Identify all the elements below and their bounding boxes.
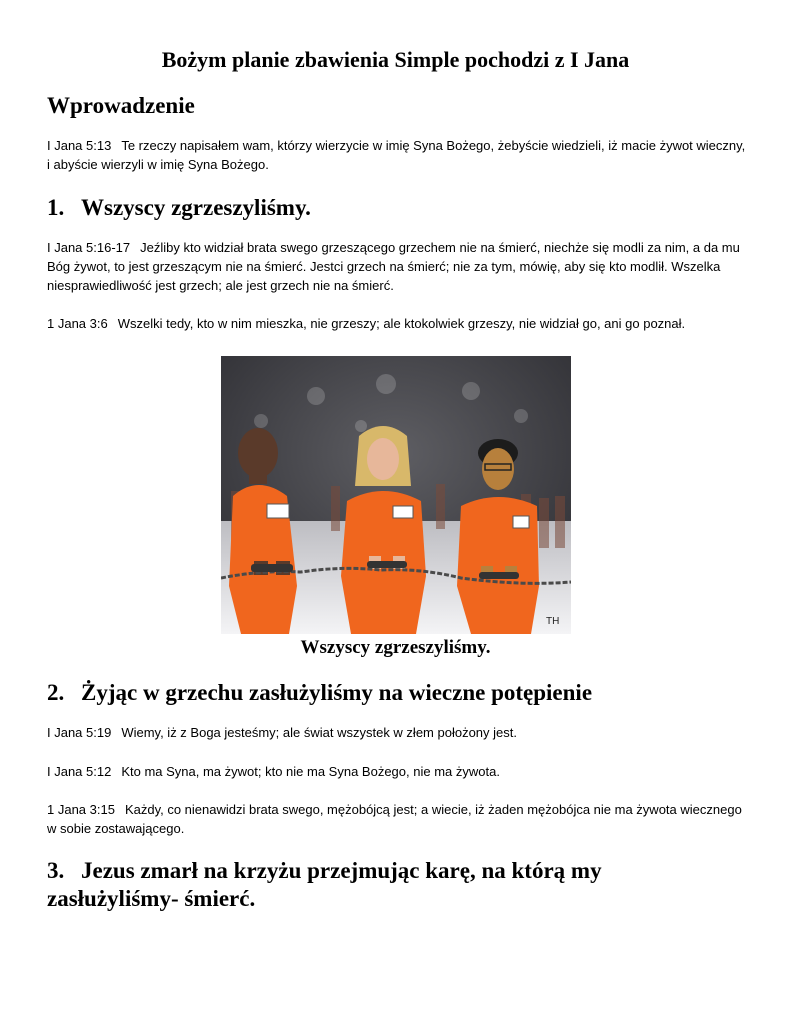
section-number: 2.: [47, 680, 65, 705]
verse-text: Wszelki tedy, kto w nim mieszka, nie grzeszy; ale ktokolwiek grzeszy, nie widział go, ani go poznał.: [117, 316, 686, 331]
verse-ref: I Jana 5:19: [47, 725, 112, 740]
artist-signature: TH: [546, 616, 560, 627]
verse-text: Każdy, co nienawidzi brata swego, mężobójcą jest; a wiecie, iż żaden mężobójca nie ma żywota wiecznego w sobie zostawającego.: [47, 802, 742, 836]
section-title: Wszyscy zgrzeszyliśmy.: [81, 195, 311, 220]
verse-ref: 1 Jana 3:6: [47, 316, 108, 331]
intro-verse: [47, 136, 747, 174]
verse-text: Kto ma Syna, ma żywot; kto nie ma Syna Bożego, nie ma żywota.: [121, 764, 500, 779]
intro-heading: Wprowadzenie: [47, 93, 195, 118]
illustration-svg: [221, 356, 571, 634]
section-number: 3.: [47, 858, 65, 883]
section-title: Jezus zmarł na krzyżu przejmując karę, na którą my zasłużyliśmy- śmierć.: [47, 858, 602, 911]
section-number: 1.: [47, 195, 65, 220]
verse-ref: I Jana 5:16-17: [47, 240, 131, 255]
verse-text: Te rzeczy napisałem wam, którzy wierzycie w imię Syna Bożego, żebyście wiedzieli, iż macie żywot wieczny, i abyście wierzyli w imię Syna Bożego.: [47, 138, 746, 172]
verse-ref: I Jana 5:13: [47, 138, 112, 153]
section-1-verse-2: [47, 314, 747, 333]
section-2-verse-2: [47, 762, 747, 781]
verse-ref: 1 Jana 3:15: [47, 802, 115, 817]
figure-caption: Wszyscy zgrzeszyliśmy.: [300, 637, 491, 658]
section-1-heading: [47, 194, 311, 222]
document-title: Bożym planie zbawienia Simple pochodzi z I Jana: [161, 47, 630, 72]
verse-text: Jeźliby kto widział brata swego grzeszącego grzechem nie na śmierć, niechże się modli za nim, a da mu Bóg żywot, to jest grzeszącym nie na śmierć. Jestci grzech na śmierć; nie za tym, mówię, aby się kto modlił. Wszelka niesprawiedliwość jest grzech; ale jest grzech nie na śmierć.: [47, 240, 740, 293]
section-3-heading: [47, 857, 667, 913]
prisoners-illustration: [221, 356, 571, 634]
section-2-verse-3: [47, 800, 747, 838]
verse-text: Wiemy, iż z Boga jesteśmy; ale świat wszystek w złem położony jest.: [121, 725, 517, 740]
section-1-verse-1: [47, 238, 747, 295]
section-2-heading: [47, 679, 592, 707]
section-2-verse-1: [47, 723, 747, 742]
section-title: Żyjąc w grzechu zasłużyliśmy na wieczne potępienie: [81, 680, 593, 705]
verse-ref: I Jana 5:12: [47, 764, 112, 779]
